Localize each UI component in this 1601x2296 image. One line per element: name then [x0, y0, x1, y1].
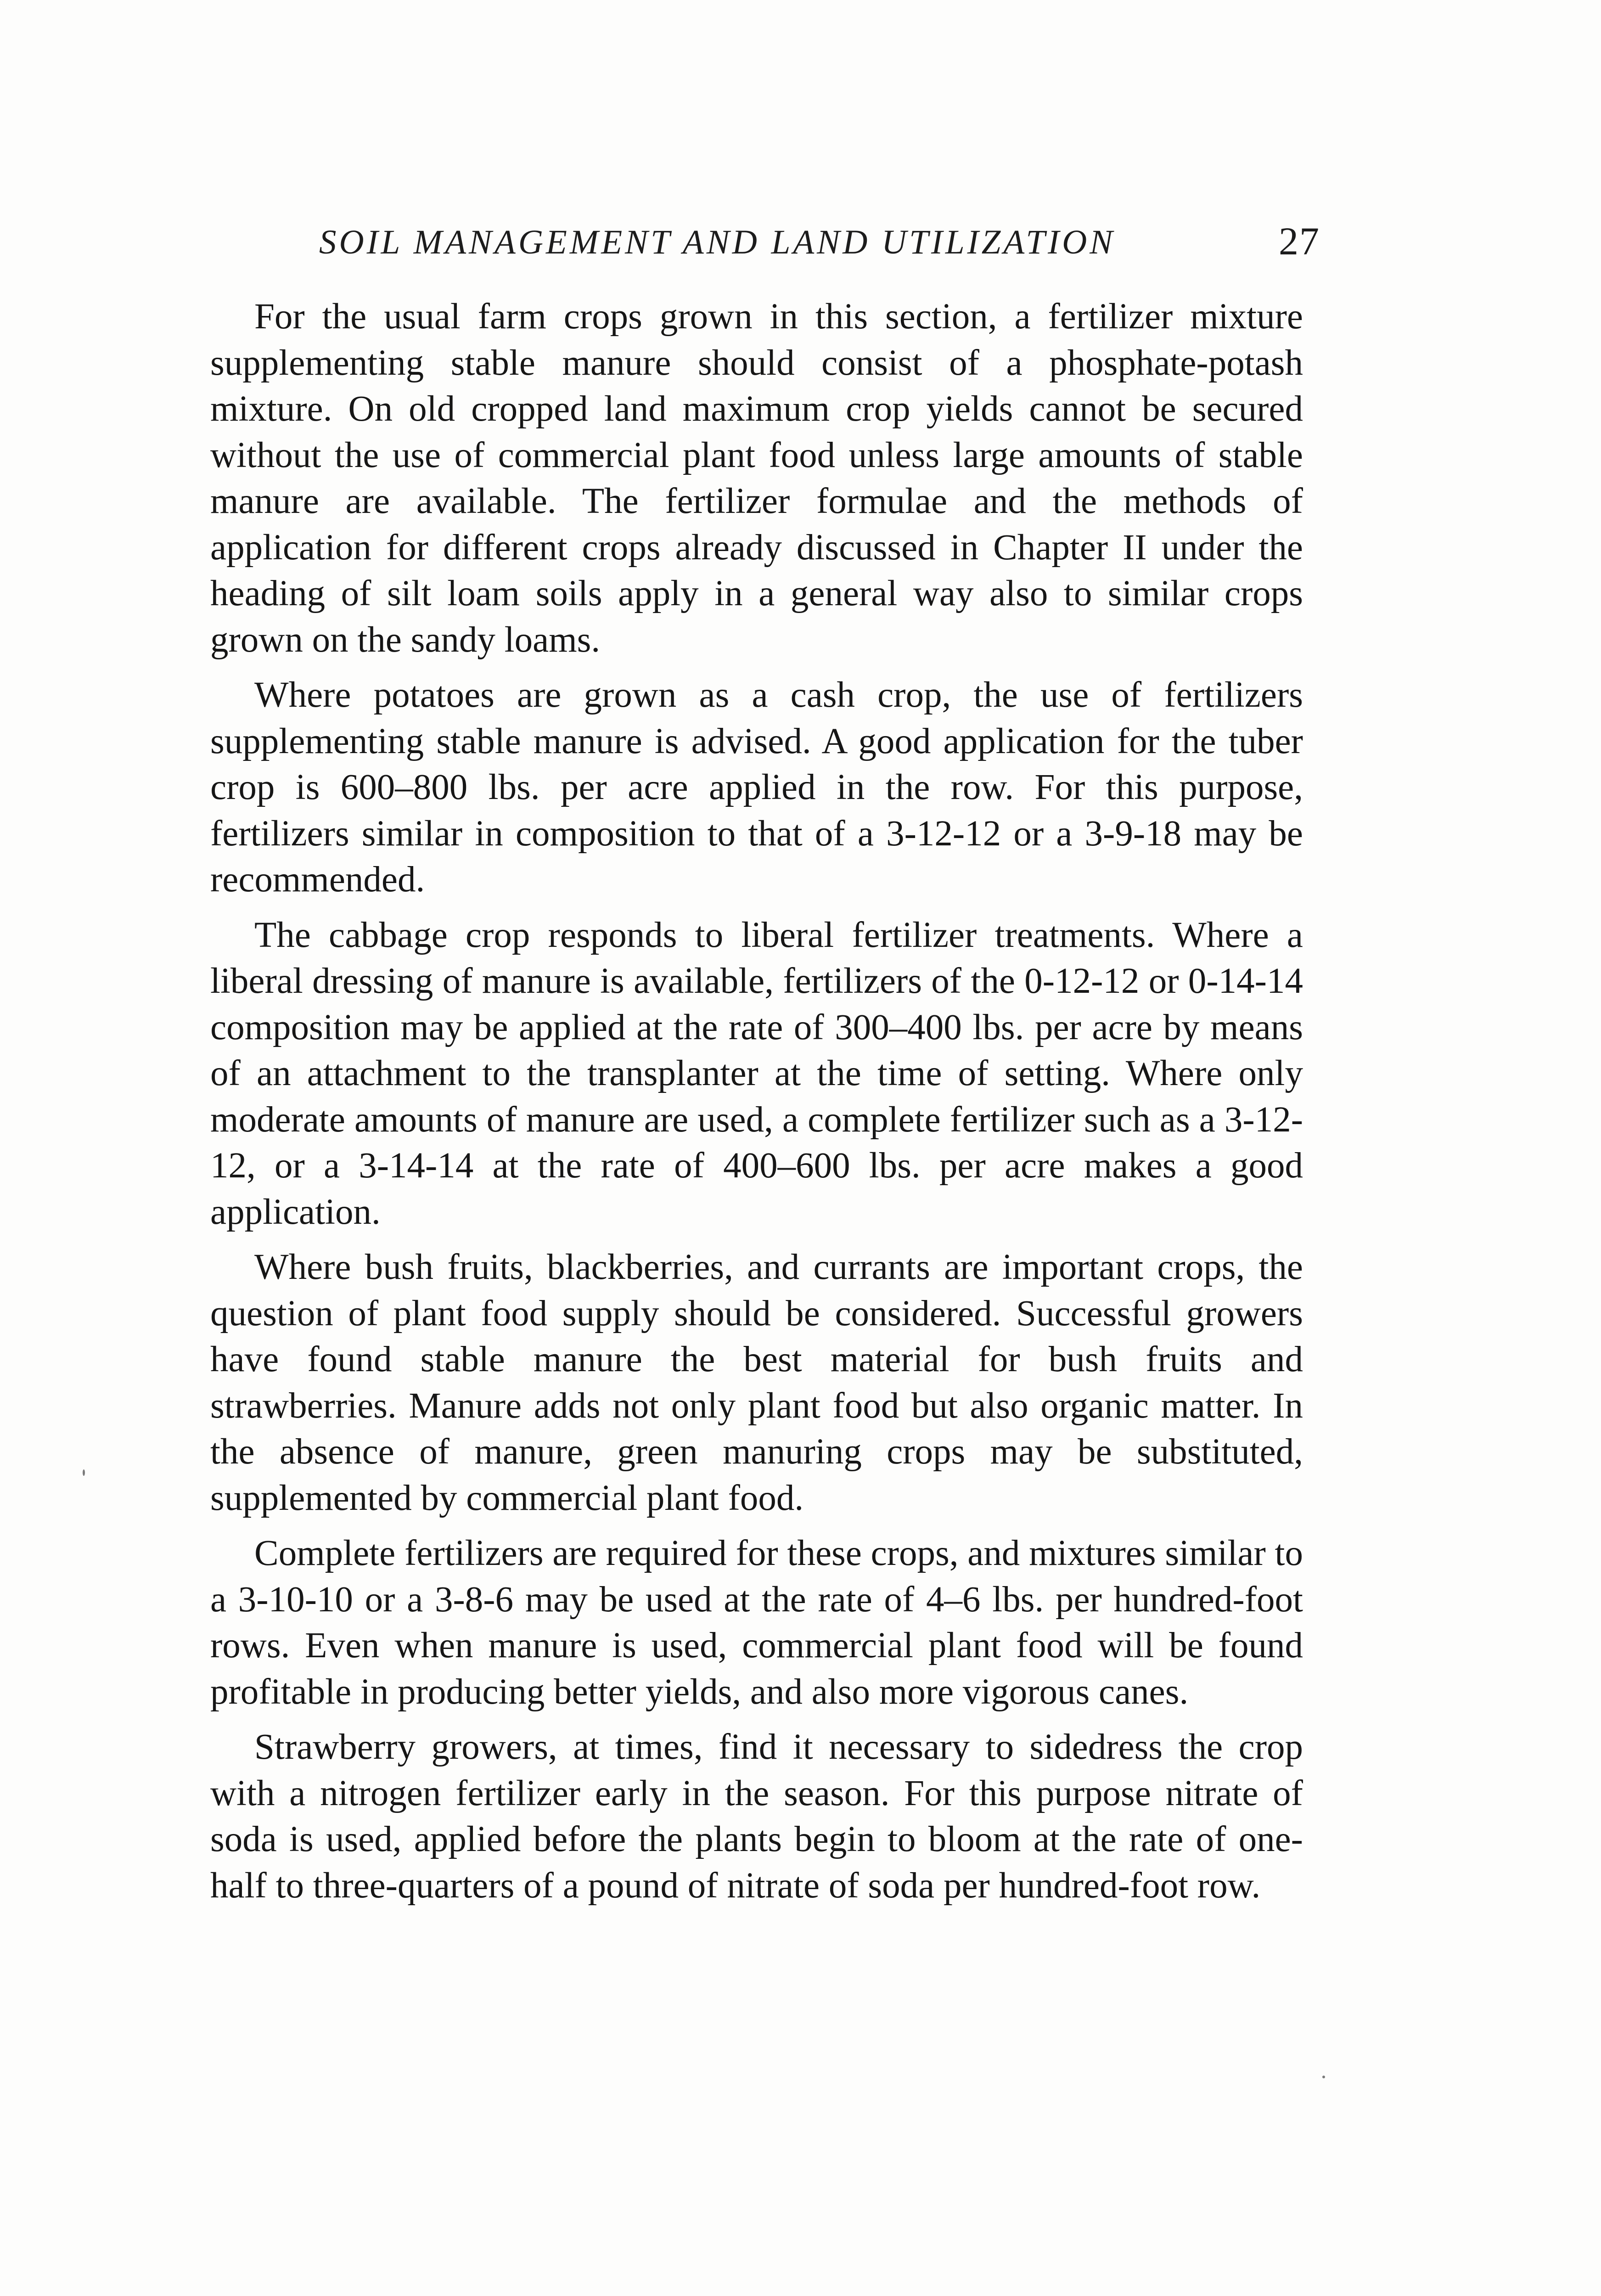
- body-text: [210, 294, 1303, 1918]
- running-head: [319, 218, 1320, 273]
- paragraph-strawberry: Strawberry growers, at times, find it necessary to sidedress the crop with a nitrogen fertilizer early in the season. For this purpose nitrate of soda is used, applied before the plants begin to bloom at the rate of one-half to three-quarters of a pound of nitrate of soda per hundred-foot row.: [210, 1727, 1303, 1906]
- running-head-title: SOIL MANAGEMENT AND LAND UTILIZATION: [319, 223, 1116, 261]
- paragraph-cabbage: The cabbage crop responds to liberal fertilizer treatments. Where a liberal dressing of manure is available, fertilizers of the 0-12-12 or 0-14-14 composition may be applied at the rate of 300–400 lbs. per acre by means of an attachment to the transplanter at the time of setting. Where only moderate amounts of manure are used, a complete fertilizer such as a 3-12-12, or a 3-14-14 at the rate of 400–600 lbs. per acre makes a good application.: [210, 915, 1303, 1232]
- paragraph-complete-fertilizers: Complete fertilizers are required for these crops, and mixtures similar to a 3-10-10 or a 3-8-6 may be used at the rate of 4–6 lbs. per hundred-foot rows. Even when manure is used, commercial plant food will be found profitable in producing better yields, and also more vigorous canes.: [210, 1533, 1303, 1712]
- paragraph-bush-fruits: Where bush fruits, blackberries, and currants are important crops, the question of plant food supply should be considered. Successful growers have found stable manure the best material for bush fruits and strawberries. Manure adds not only plant food but also organic matter. In the absence of manure, green manuring crops may be substituted, supplemented by commercial plant food.: [210, 1247, 1303, 1518]
- paragraph-potatoes: Where potatoes are grown as a cash crop, the use of fertilizers supplementing stable manure is advised. A good application for the tuber crop is 600–800 lbs. per acre applied in the row. For this purpose, fertilizers similar in composition to that of a 3-12-12 or a 3-9-18 may be recommended.: [210, 675, 1303, 900]
- paragraph-fertilizer-mixture: For the usual farm crops grown in this section, a fertilizer mixture supplementing stable manure should consist of a phosphate-potash mixture. On old cropped land maximum crop yields cannot be secured without the use of commercial plant food unless large amounts of stable manure are available. The fertilizer formulae and the methods of application for different crops already discussed in Chapter II under the heading of silt loam soils apply in a general way also to similar crops grown on the sandy loams.: [210, 297, 1303, 660]
- paper-speck: [1322, 2076, 1325, 2078]
- paper-speck: [83, 1469, 85, 1476]
- page-number: 27: [1279, 219, 1320, 263]
